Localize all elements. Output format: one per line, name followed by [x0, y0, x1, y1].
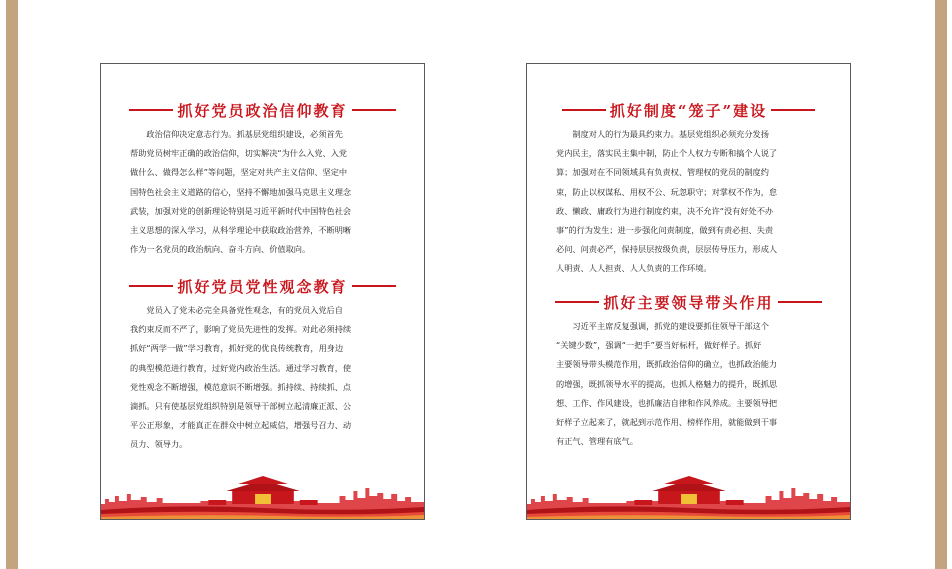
poster-right — [526, 63, 851, 520]
section-heading — [101, 98, 424, 122]
heading-rule-right — [352, 285, 396, 287]
body-line: “关键少数”，强调“一把手”要当好标杆，做好样子。抓好 — [556, 340, 762, 351]
section-heading — [101, 274, 424, 298]
heading-rule-right — [352, 109, 396, 111]
body-line: 的增强，既抓领导水平的提高，也抓人格魅力的提升，既抓思 — [556, 378, 778, 389]
body-line: 做什么、做得怎么样”等问题，坚定对共产主义信仰、坚定中 — [130, 167, 348, 178]
body-line: 必问、问责必严，保持层层按级负责，层层传导压力，形成人 — [556, 244, 778, 255]
body-line: 主义思想的深入学习，从科学理论中获取政治营养，不断明晰 — [130, 225, 352, 236]
section-heading — [527, 98, 850, 122]
section-title: 抓好主要领导带头作用 — [603, 293, 774, 312]
heading-rule-right — [778, 301, 822, 303]
body-line: 的典型模范进行教育，过好党内政治生活。通过学习教育，使 — [130, 362, 352, 373]
section-party-spirit — [101, 274, 424, 455]
body-line: 政、懒政、庸政行为进行制度约束，决不允许“没有好处不办 — [556, 205, 774, 216]
tiananmen-skyline-decoration — [101, 474, 424, 519]
body-line: 想、工作、作风建设，也抓廉洁自律和作风养成。主要领导把 — [556, 397, 778, 408]
body-line: 习近平主席反复强调，抓党的建设要抓住领导干部这个 — [572, 321, 769, 331]
heading-rule-left — [129, 109, 173, 111]
section-leadership — [527, 290, 850, 451]
frame-left-border — [6, 0, 18, 569]
body-line: 帮助党员树牢正确的政治信仰，切实解决“为什么入党、入党 — [130, 148, 348, 159]
body-line: 事”的行为发生；进一步强化问责制度，做到有责必担、失责 — [556, 225, 774, 236]
body-line: 抓好“两学一做”学习教育，抓好党的优良传统教育，用身边 — [130, 343, 344, 354]
heading-rule-right — [771, 109, 815, 111]
body-line: 党性观念不断增强，模范意识不断增强。抓持续、持续抓、点 — [130, 381, 352, 392]
section-body — [130, 125, 398, 259]
body-line: 我约束反而不严了，影响了党员先进性的发挥。对此必须持续 — [130, 324, 352, 335]
body-line: 制度对人的行为最具约束力。基层党组织必须充分发扬 — [572, 129, 769, 139]
section-title: 抓好制度“笼子”建设 — [609, 101, 768, 120]
body-line: 员力、领导力。 — [130, 439, 188, 450]
body-line: 好样子立起来了，就起到示范作用、榜样作用，就能做到干事 — [556, 417, 778, 428]
body-line: 有正气、管理有底气。 — [556, 436, 638, 447]
body-line: 算；加强对在不同领域具有负责权、管理权的党员的制度约 — [556, 167, 769, 178]
heading-rule-left — [555, 301, 599, 303]
body-line: 政治信仰决定意志行为。抓基层党组织建设，必须首先 — [146, 129, 343, 139]
section-title: 抓好党员政治信仰教育 — [177, 101, 348, 120]
frame-right-border — [935, 0, 947, 569]
poster-left — [100, 63, 425, 520]
body-line: 党内民主，落实民主集中制，防止个人权力专断和搞个人说了 — [556, 148, 778, 159]
body-line: 国特色社会主义道路的信心，坚持不懈地加强马克思主义理念 — [130, 186, 352, 197]
heading-rule-left — [129, 285, 173, 287]
section-title: 抓好党员党性观念教育 — [177, 277, 348, 296]
body-line: 武装，加强对党的创新理论特别是习近平新时代中国特色社会 — [130, 205, 352, 216]
body-line: 滴抓。只有使基层党组织特别是领导干部树立起清廉正派、公 — [130, 401, 352, 412]
body-line: 平公正形象，才能真正在群众中树立起威信，增强号召力、动 — [130, 420, 352, 431]
section-body — [556, 125, 824, 279]
section-body — [130, 301, 398, 455]
section-heading — [527, 290, 850, 314]
body-line: 人明责、人人担责、人人负责的工作环境。 — [556, 263, 712, 274]
body-line: 作为一名党员的政治航向、奋斗方向、价值取向。 — [130, 244, 311, 255]
section-system-cage — [527, 98, 850, 279]
body-line: 束，防止以权谋私、用权不公、玩忽职守；对掌权不作为，怠 — [556, 186, 778, 197]
section-body — [556, 317, 824, 451]
tiananmen-skyline-decoration — [527, 474, 850, 519]
section-political-belief — [101, 98, 424, 259]
body-line: 主要领导带头模范作用，既抓政治信仰的确立，也抓政治能力 — [556, 359, 778, 370]
body-line: 党员入了党未必完全具备党性观念，有的党员入党后自 — [146, 305, 343, 315]
heading-rule-left — [562, 109, 606, 111]
